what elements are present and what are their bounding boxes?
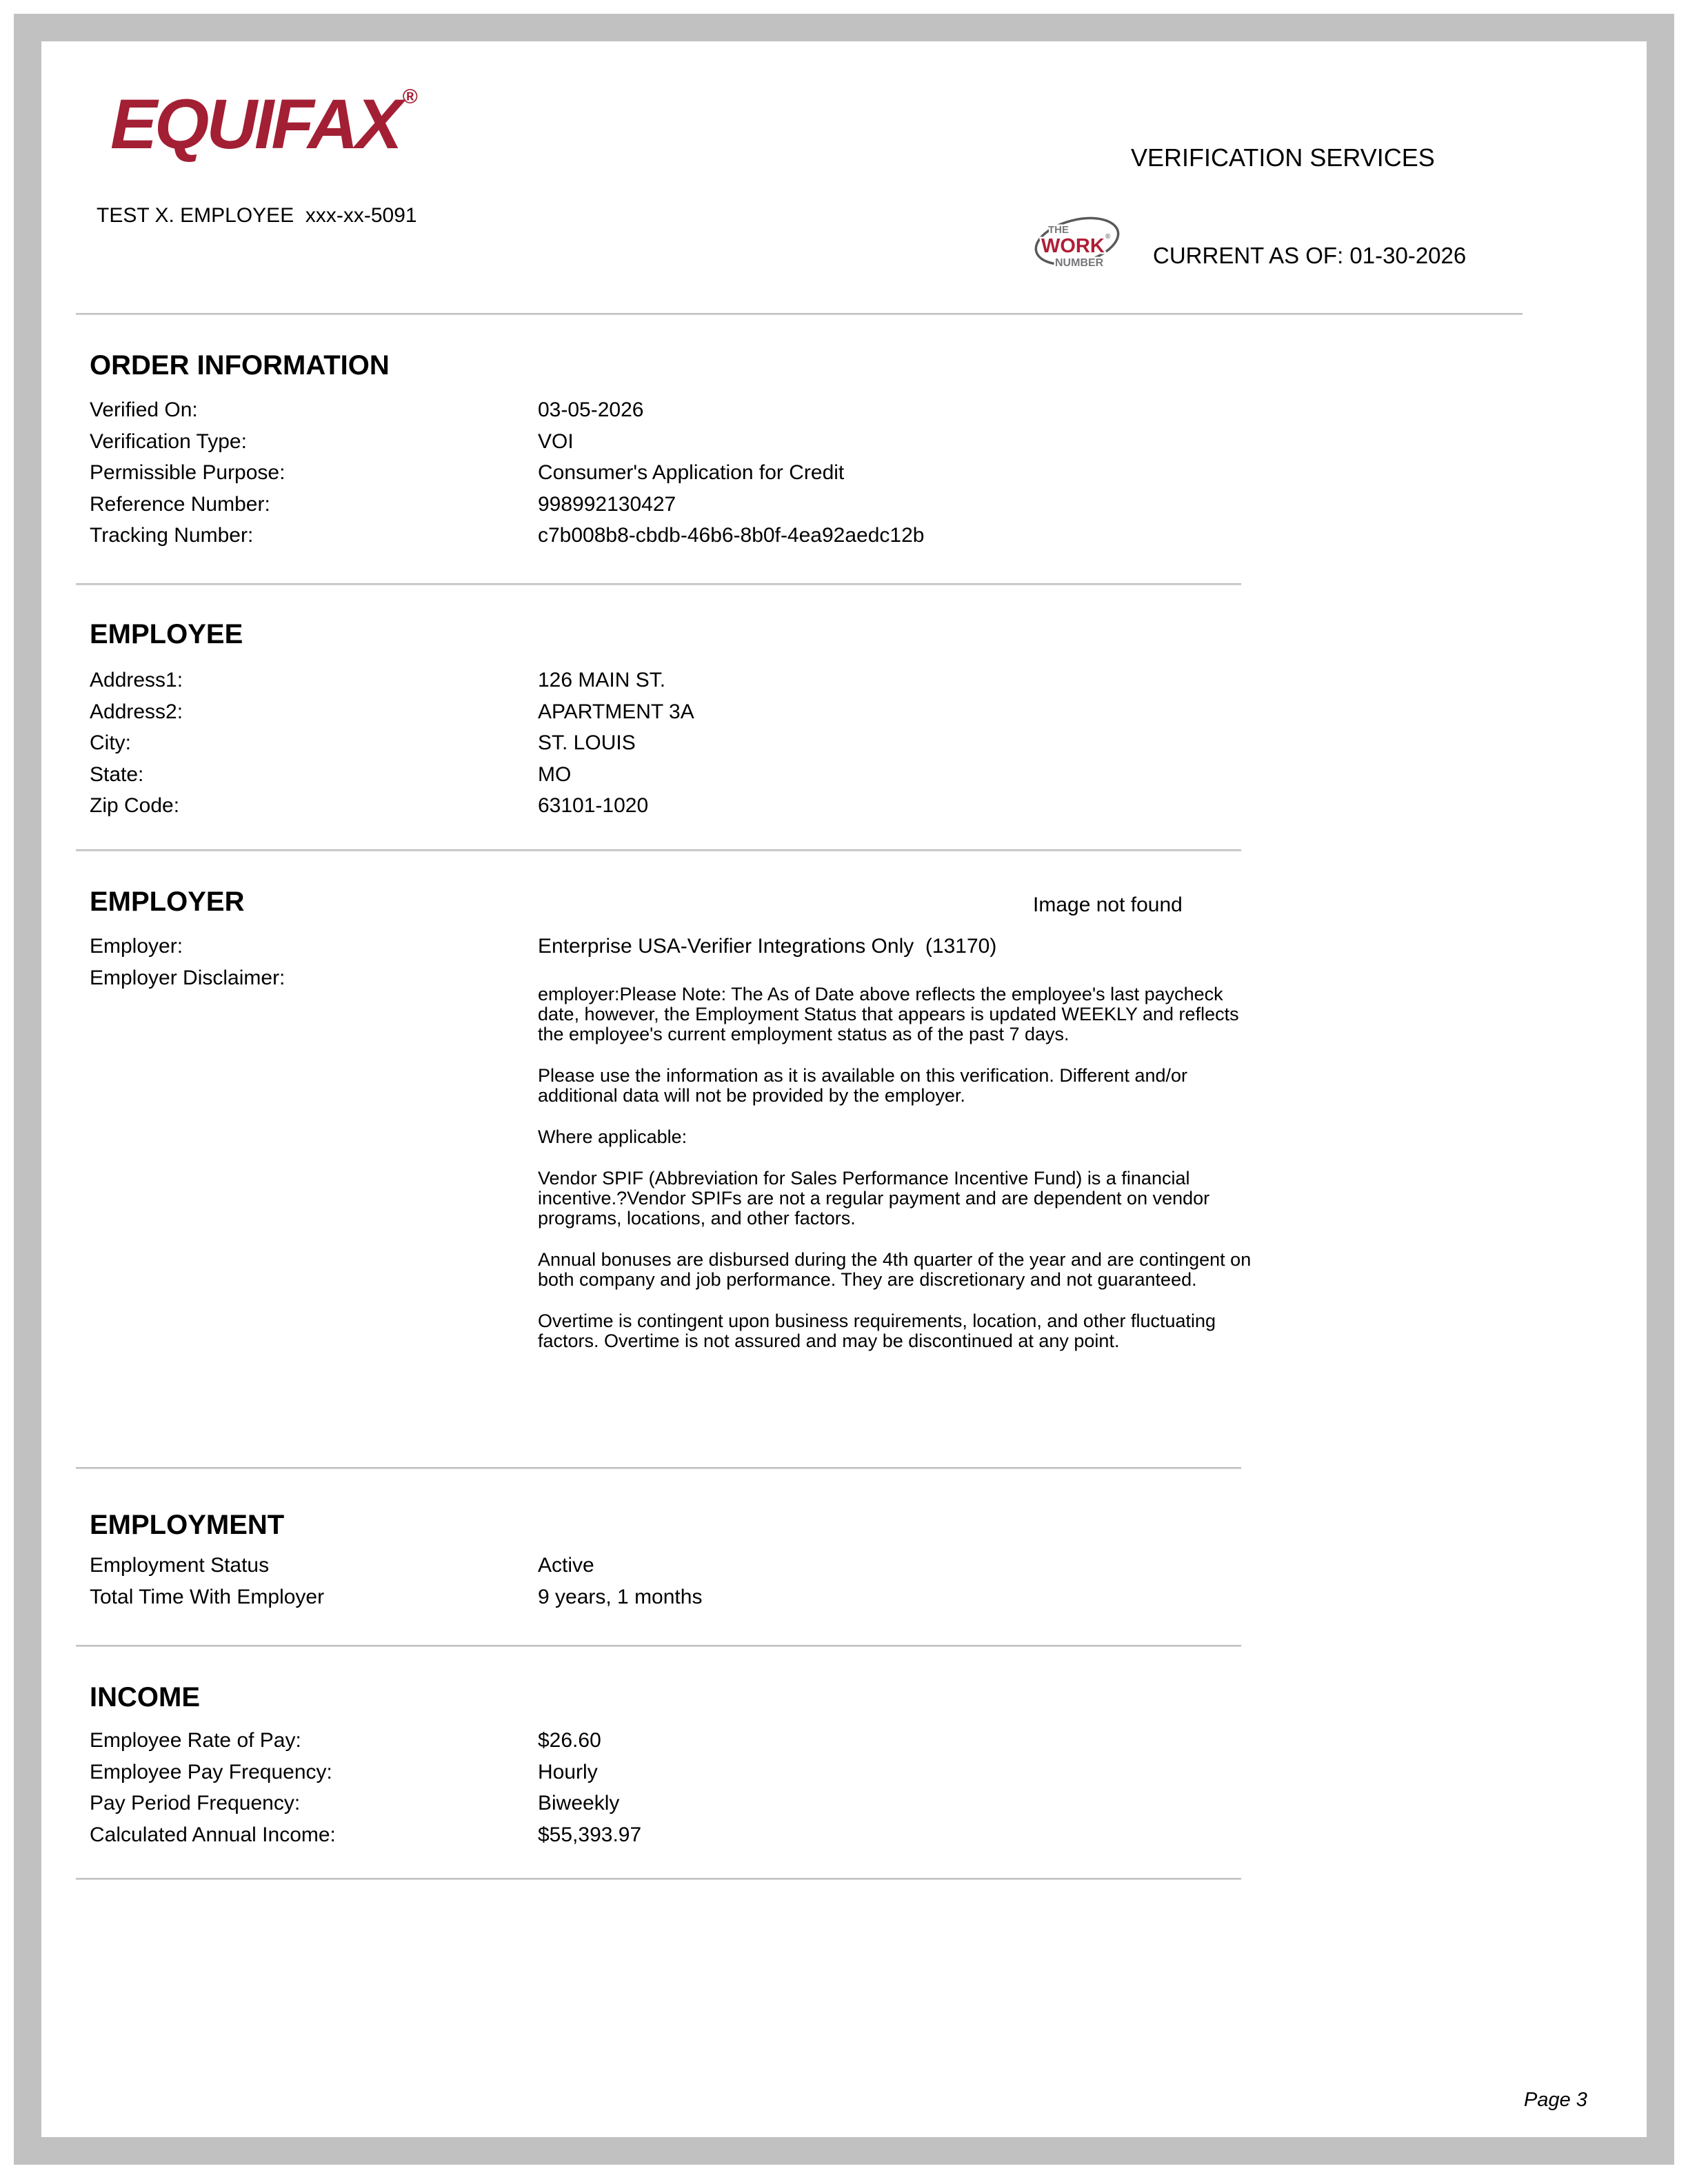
field-row — [90, 398, 924, 430]
section-divider — [76, 583, 1241, 585]
field-value: 63101-1020 — [538, 794, 649, 817]
field-row — [90, 935, 996, 967]
field-row — [90, 430, 924, 462]
section-divider — [76, 1878, 1241, 1880]
field-row — [90, 794, 694, 826]
section-order-information — [90, 398, 924, 556]
field-label: Employee Pay Frequency: — [90, 1760, 332, 1783]
field-label: Permissible Purpose: — [90, 461, 285, 484]
field-label: State: — [90, 762, 144, 786]
disclaimer-paragraph: Where applicable: — [538, 1126, 687, 1147]
field-row — [90, 1554, 702, 1586]
registered-mark: ® — [402, 85, 418, 108]
section-title-employment: EMPLOYMENT — [90, 1510, 285, 1540]
section-divider — [76, 849, 1241, 851]
current-as-of-date: CURRENT AS OF: 01-30-2026 — [1153, 243, 1467, 268]
field-row — [90, 493, 924, 525]
field-label: Address1: — [90, 669, 183, 691]
equifax-logo — [110, 85, 418, 163]
employer-disclaimer-text — [538, 984, 1258, 1373]
field-label: Pay Period Frequency: — [90, 1792, 301, 1814]
image-not-found-text: Image not found — [1033, 893, 1183, 916]
verification-services-title: VERIFICATION SERVICES — [1131, 143, 1435, 172]
field-row — [90, 763, 694, 795]
work-number-work: WORK — [1041, 235, 1105, 257]
field-row — [90, 1761, 641, 1792]
disclaimer-paragraph: Annual bonuses are disbursed during the 4th quarter of the year and are contingent on both company and job performance. They are discretionary and not guaranteed. — [538, 1249, 1252, 1290]
disclaimer-paragraph: Please use the information as it is available on this verification. Different and/or additional data will not be provided by the employer. — [538, 1065, 1188, 1106]
work-number-logo — [1032, 207, 1123, 279]
field-row — [90, 1792, 641, 1823]
field-value: Biweekly — [538, 1792, 620, 1814]
field-value: Active — [538, 1554, 594, 1577]
section-employment — [90, 1554, 702, 1617]
field-label: Address2: — [90, 700, 183, 723]
field-value: Consumer's Application for Credit — [538, 461, 845, 484]
page-number: Page 3 — [1524, 2089, 1587, 2111]
field-row — [90, 731, 694, 763]
field-label: Calculated Annual Income: — [90, 1823, 336, 1846]
work-number-the: THE — [1048, 224, 1069, 236]
field-label: City: — [90, 731, 131, 754]
section-title-income: INCOME — [90, 1682, 200, 1712]
field-row — [90, 700, 694, 732]
section-divider — [76, 1645, 1241, 1647]
field-value: ST. LOUIS — [538, 731, 636, 754]
field-label: Tracking Number: — [90, 524, 254, 547]
field-label: Total Time With Employer — [90, 1585, 325, 1608]
field-value: 03-05-2026 — [538, 398, 644, 421]
disclaimer-paragraph: Overtime is contingent upon business requirements, location, and other fluctuating factors. Overtime is not assured and may be discontinued at any point. — [538, 1311, 1216, 1351]
field-value: Hourly — [538, 1760, 598, 1783]
field-value: 9 years, 1 months — [538, 1585, 703, 1608]
field-value: 998992130427 — [538, 492, 676, 516]
employee-name-ssn: TEST X. EMPLOYEE xxx-xx-5091 — [97, 204, 417, 227]
field-label: Employer: — [90, 935, 183, 958]
field-label: Employer Disclaimer: — [90, 966, 285, 989]
disclaimer-paragraph: Vendor SPIF (Abbreviation for Sales Performance Incentive Fund) is a financial incentive.?Vendor SPIFs are not a regular payment and are dependent on vendor programs, locations, and other factors. — [538, 1168, 1210, 1228]
field-label: Employment Status — [90, 1554, 270, 1577]
equifax-logo-text: EQUIFAX — [110, 85, 400, 163]
field-row — [90, 669, 694, 700]
field-row — [90, 1823, 641, 1855]
field-label: Zip Code: — [90, 794, 180, 817]
section-divider — [76, 1467, 1241, 1469]
field-row — [90, 524, 924, 556]
field-value: $55,393.97 — [538, 1823, 642, 1846]
disclaimer-paragraph: employer:Please Note: The As of Date above reflects the employee's last paycheck date, however, the Employment Status that appears is updated WEEKLY and reflects the employee's current employment status as of the past 7 days. — [538, 984, 1239, 1044]
field-row — [90, 461, 924, 493]
field-value: 126 MAIN ST. — [538, 669, 666, 691]
field-value: VOI — [538, 429, 574, 453]
section-title-employer: EMPLOYER — [90, 887, 245, 917]
report-page — [41, 41, 1647, 2137]
field-value: $26.60 — [538, 1729, 601, 1752]
field-label: Verified On: — [90, 398, 198, 421]
section-income — [90, 1729, 641, 1854]
field-value: APARTMENT 3A — [538, 700, 694, 723]
field-label: Reference Number: — [90, 492, 270, 516]
field-value: c7b008b8-cbdb-46b6-8b0f-4ea92aedc12b — [538, 524, 925, 547]
field-label: Employee Rate of Pay: — [90, 1729, 301, 1752]
section-title-employee: EMPLOYEE — [90, 619, 243, 649]
field-label: Verification Type: — [90, 429, 247, 453]
section-divider — [76, 313, 1523, 315]
field-value: MO — [538, 762, 572, 786]
field-value: Enterprise USA-Verifier Integrations Only (13170) — [538, 935, 997, 958]
section-title-order-information: ORDER INFORMATION — [90, 350, 390, 381]
section-employee — [90, 669, 694, 826]
field-row — [90, 1586, 702, 1617]
field-row — [90, 1729, 641, 1761]
work-number-reg: ® — [1105, 233, 1111, 241]
work-number-number: NUMBER — [1055, 257, 1104, 269]
